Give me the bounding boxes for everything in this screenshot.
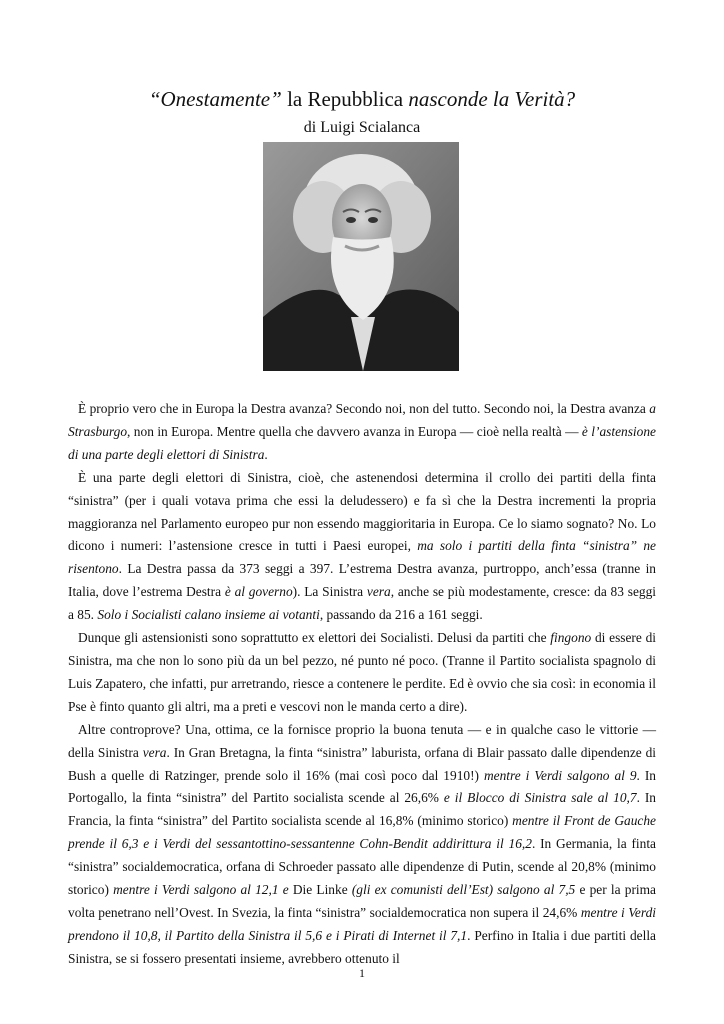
- text-run: . Perfino in Italia i due partiti della Sinistra, se si fossero presentati insieme, avrebbero ottenuto il: [68, 927, 656, 966]
- italic-run: (gli ex comunisti dell’Est) salgono al 7,5: [351, 882, 576, 898]
- text-run: , anche se più modestamente, cresce: da 83 seggi a 85.: [68, 584, 657, 623]
- text-run: . In Portogallo, la finta “sinistra” del Partito socialista scende al 26,6%: [68, 767, 657, 806]
- text-run: È proprio vero che in Europa la Destra avanza? Secondo noi, non del tutto. Secondo noi, la Destra avanza: [78, 401, 650, 416]
- body-paragraph: [68, 719, 656, 971]
- italic-run: vera: [366, 584, 391, 600]
- text-run: Die Linke: [288, 882, 352, 898]
- italic-run: a Strasburgo: [68, 401, 656, 439]
- italic-run: vera: [142, 744, 167, 760]
- portrait-photo: [263, 142, 459, 371]
- document-title: [0, 86, 724, 112]
- text-run: . In Germania, la finta “sinistra” socialdemocratica, orfana di Schroeder passato alle dipendenze di Putin, scende al 20,8% (minimo storico): [68, 836, 656, 898]
- text-run: ). La Sinistra: [292, 584, 367, 600]
- title-quote: “Onestamente”: [148, 87, 282, 111]
- title-end: nasconde la Verità?: [408, 87, 576, 111]
- italic-run: è l’astensione di una parte degli elettori di Sinistra: [68, 423, 656, 462]
- italic-run: mentre i Verdi salgono al 12,1 e: [113, 882, 289, 898]
- italic-run: mentre il Front de Gauche prende il 6,3 e i Verdi del sessantottino-sessantenne Cohn-Bendit addirittura il 16,2: [68, 813, 656, 852]
- text-run: .: [264, 446, 268, 462]
- italic-run: ma solo i partiti della finta “sinistra” ne risentono: [68, 538, 656, 577]
- text-run: Dunque gli astensionisti sono soprattutto ex elettori dei Socialisti. Delusi da partiti che: [78, 630, 551, 646]
- italic-run: e il Blocco di Sinistra sale al 10,7: [443, 790, 637, 806]
- text-run: , passando da 216 a 161 seggi.: [319, 607, 483, 623]
- document-author: di Luigi Scialanca: [303, 119, 421, 136]
- text-run: . La Destra passa da 373 seggi a 397. L’estrema Destra avanza, purtroppo, anch’essa (tranne in Italia, dove l’estrema Destra: [68, 561, 656, 600]
- text-run: e per la prima volta penetrano nell’Ovest. In Svezia, la finta “sinistra” socialdemocratica non supera il 24,6%: [68, 882, 656, 920]
- text-run: . In Gran Bretagna, la finta “sinistra” laburista, orfana di Blair passato dalle dipendenze di Bush a quelle di Ratzinger, prende solo il 16% (mai così poco dal 1910!): [68, 744, 657, 783]
- italic-run: mentre i Verdi salgono al 9: [483, 767, 637, 783]
- text-run: È una parte degli elettori di Sinistra, cioè, che astenendosi determina il crollo dei partiti della finta “sinistra” (per i quali votava prima che essi la deludessero) e fa sì che la Destra incrementi la propria maggioranza nel Parlamento europeo pur non essendo maggioritaria in Europa. Ce lo siamo sognato? No. Lo dicono i numeri: l’astensione cresce in tutti i Paesi europei,: [68, 469, 656, 554]
- title-middle: la Repubblica: [281, 87, 409, 111]
- text-run: Altre controprove? Una, ottima, ce la fornisce proprio la buona tenuta — e in qualche caso le vittorie — della Sinistra: [68, 721, 656, 760]
- article-body: [68, 398, 656, 971]
- page-number: 1: [359, 966, 365, 980]
- body-paragraph: [68, 467, 656, 627]
- text-run: di essere di Sinistra, ma che non lo sono più da un bel pezzo, né punto né poco. (Tranne il Partito socialista spagnolo di Luis Zapatero, che infatti, pur arretrando, riesce a contenere le perdite. Ed è ovvio che sia così: in economia il Pse è finto quanto gli altri, ma a preti e vescovi non le manda certo a dire).: [68, 630, 656, 714]
- italic-run: è al governo: [224, 584, 293, 600]
- text-run: . In Francia, la finta “sinistra” del Partito socialista scende al 16,8% (minimo storico): [68, 790, 657, 829]
- italic-run: Solo i Socialisti calano insieme ai votanti: [97, 607, 320, 623]
- body-paragraph: [68, 398, 656, 467]
- body-paragraph: [68, 627, 656, 719]
- italic-run: mentre i Verdi prendono il 10,8, il Partito della Sinistra il 5,6 e i Pirati di Internet il 7,1: [68, 904, 656, 943]
- text-run: , non in Europa. Mentre quella che davvero avanza in Europa — cioè nella realtà —: [127, 423, 582, 439]
- italic-run: fingono: [550, 630, 592, 646]
